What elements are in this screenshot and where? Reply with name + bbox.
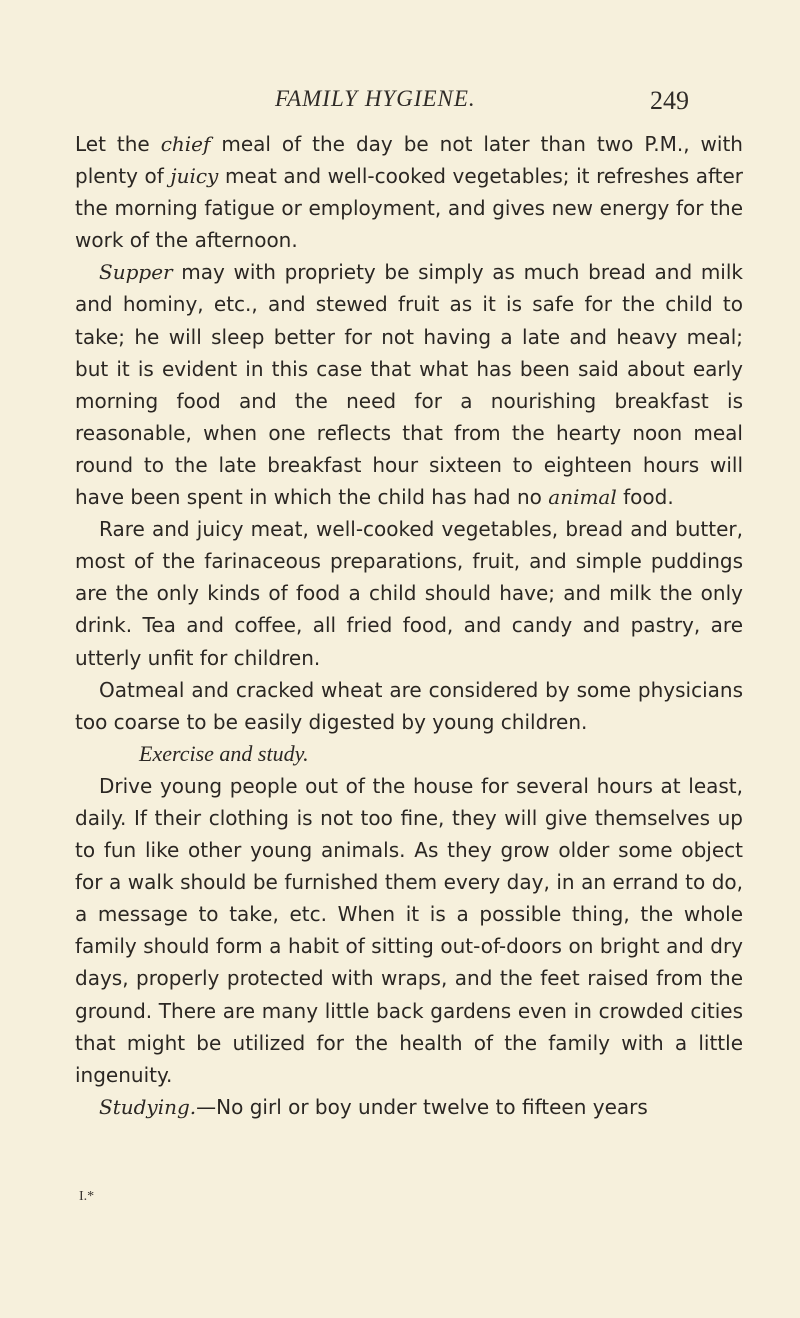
body-text xyxy=(75,128,743,1123)
paragraph-rare-meat: Rare and juicy meat, well-cooked vegetables, bread and butter, most of the farinaceous preparations, fruit, and simple puddings are the only kinds of food a child should have; and milk the only drink. Tea and coffee, all fried food, and candy and pastry, are utterly unfit for children. xyxy=(75,517,743,670)
page-header xyxy=(0,86,800,116)
italic-run: juicy xyxy=(170,164,219,189)
paragraph-drive-young-people: Drive young people out of the house for several hours at least, daily. If their clothing is not too fine, they will give themselves up to fun like other young animals. As they grow older some object for a walk should be furnished them every day, in an errand to do, a message to take, etc. When it is a possible thing, the whole family should form a habit of sitting out-of-doors on bright and dry days, properly protected with wraps, and the feet raised from the ground. There are many little back gardens even in crowded cities that might be utilized for the health of the family with a little ingenuity. xyxy=(75,773,743,1087)
paragraph-oatmeal: Oatmeal and cracked wheat are considered by some physicians too coarse to be easily digested by young children. xyxy=(75,677,743,734)
text-run: meal of the day be not later than two P.M., with plenty of xyxy=(75,132,743,189)
signature-mark: I.* xyxy=(79,1189,95,1204)
section-heading-exercise: Exercise and study. xyxy=(139,740,309,766)
paragraph-supper xyxy=(75,256,743,513)
italic-run: chief xyxy=(160,132,211,156)
text-run: food. xyxy=(616,485,674,510)
italic-run: animal xyxy=(548,485,617,510)
page-number: 249 xyxy=(650,86,689,115)
text-run: may with propriety be simply as much bread and milk and hominy, etc., and stewed fruit as it is safe for the child to take; he will sleep better for not having a late and heavy meal; but it is evident in this case that what has been said about early morning food and the need for a nourishing breakfast is reasonable, when one reflects that from the hearty noon meal round to the late breakfast hour sixteen to eighteen hours will have been spent in which the child has had no xyxy=(75,260,743,510)
italic-run: Studying. xyxy=(99,1094,197,1119)
italic-run: Supper xyxy=(99,260,173,285)
paragraph-studying xyxy=(75,1091,743,1123)
text-run: meat and well-cooked vegetables; it refreshes after the morning fatigue or employment, and gives new energy for the work of the afternoon. xyxy=(75,164,744,253)
running-head: FAMILY HYGIENE. xyxy=(275,86,476,111)
paragraph-chief-meal xyxy=(75,128,743,256)
text-run: Let the xyxy=(75,132,161,156)
text-run: —No girl or boy under twelve to fifteen years xyxy=(196,1094,648,1119)
